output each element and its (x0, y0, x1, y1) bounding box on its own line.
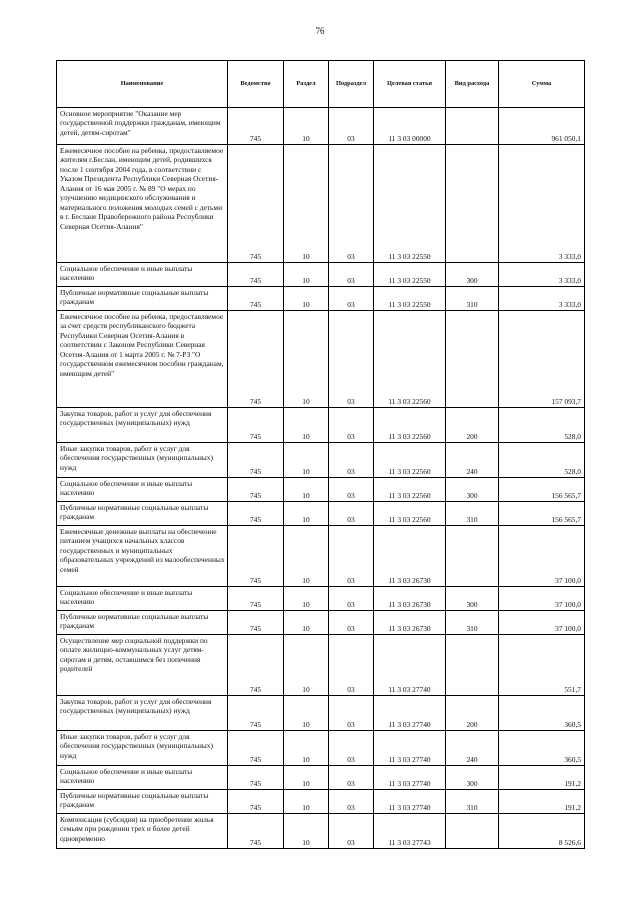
cell-subsection: 03 (329, 814, 374, 849)
table-row (57, 478, 585, 502)
table-row (57, 311, 585, 408)
cell-section: 10 (284, 526, 329, 587)
cell-article: 11 3 03 26730 (374, 526, 446, 587)
cell-dept: 745 (228, 635, 284, 696)
page-number: 76 (315, 26, 325, 36)
table-row (57, 766, 585, 790)
cell-sum: 3 333,0 (499, 287, 585, 311)
cell-section: 10 (284, 408, 329, 443)
cell-section: 10 (284, 731, 329, 766)
cell-name: Публичные нормативные социальные выплаты гражданам (57, 611, 228, 635)
cell-dept: 745 (228, 263, 284, 287)
cell-sum: 528,0 (499, 443, 585, 478)
cell-section: 10 (284, 635, 329, 696)
cell-subsection: 03 (329, 790, 374, 814)
cell-sum: 8 526,6 (499, 814, 585, 849)
cell-dept: 745 (228, 478, 284, 502)
cell-dept: 745 (228, 311, 284, 408)
cell-dept: 745 (228, 443, 284, 478)
cell-dept: 745 (228, 145, 284, 263)
cell-dept: 745 (228, 587, 284, 611)
cell-dept: 745 (228, 108, 284, 145)
cell-sum: 961 050,1 (499, 108, 585, 145)
table-row (57, 814, 585, 849)
cell-subsection: 03 (329, 108, 374, 145)
cell-expense: 300 (446, 766, 499, 790)
cell-section: 10 (284, 814, 329, 849)
cell-sum: 156 565,7 (499, 478, 585, 502)
cell-sum: 360,5 (499, 731, 585, 766)
cell-name: Закупка товаров, работ и услуг для обеспечения государственных (муниципальных) нужд (57, 408, 228, 443)
header-subsection: Подраздел (329, 61, 374, 108)
cell-subsection: 03 (329, 408, 374, 443)
cell-section: 10 (284, 502, 329, 526)
cell-section: 10 (284, 611, 329, 635)
cell-dept: 745 (228, 790, 284, 814)
cell-sum: 191,2 (499, 766, 585, 790)
cell-expense: 240 (446, 443, 499, 478)
table-row (57, 790, 585, 814)
cell-section: 10 (284, 311, 329, 408)
cell-dept: 745 (228, 696, 284, 731)
table-row (57, 443, 585, 478)
cell-dept: 745 (228, 814, 284, 849)
cell-name: Ежемесячное пособие на ребенка, предоставляемое за счет средств республиканского бюджета Республики Северная Осетия-Алания в соответствии с Законом Республики Северная Осетия-Алания от 1 марта 2005 г. № 7-РЗ "О государственном ежемесячном пособии гражданам, имеющим детей" (57, 311, 228, 408)
cell-name: Ежемесячное пособие на ребенка, предоставляемое жителям г.Беслан, имеющим детей, родившихся после 1 сентября 2004 года, в соответствии с Указом Президента Республики Северная Осетия-Алания от 16 мая 2005 г. № 89 "О мерах по улучшению медицинского обслуживания и материального положения молодых семей с детьми в г. Беслане Правобережного района Республики Северная Осетия-Алания" (57, 145, 228, 263)
cell-expense: 300 (446, 478, 499, 502)
cell-expense: 310 (446, 790, 499, 814)
cell-sum: 157 093,7 (499, 311, 585, 408)
cell-section: 10 (284, 766, 329, 790)
table-row (57, 731, 585, 766)
cell-expense (446, 311, 499, 408)
cell-expense: 200 (446, 408, 499, 443)
table-row (57, 587, 585, 611)
cell-expense: 300 (446, 587, 499, 611)
cell-section: 10 (284, 287, 329, 311)
cell-section: 10 (284, 790, 329, 814)
cell-subsection: 03 (329, 287, 374, 311)
cell-article: 11 3 03 27740 (374, 731, 446, 766)
cell-subsection: 03 (329, 502, 374, 526)
cell-name: Публичные нормативные социальные выплаты гражданам (57, 502, 228, 526)
table-row (57, 635, 585, 696)
cell-article: 11 3 03 22560 (374, 478, 446, 502)
cell-subsection: 03 (329, 611, 374, 635)
cell-sum: 37 100,0 (499, 587, 585, 611)
cell-article: 11 3 03 22550 (374, 145, 446, 263)
cell-section: 10 (284, 696, 329, 731)
cell-name: Социальное обеспечение и иные выплаты населению (57, 263, 228, 287)
cell-name: Компенсация (субсидия) на приобретение жилья семьям при рождении трех и более детей одновременно (57, 814, 228, 849)
cell-sum: 360,5 (499, 696, 585, 731)
cell-dept: 745 (228, 731, 284, 766)
header-article: Целевая статья (374, 61, 446, 108)
cell-subsection: 03 (329, 526, 374, 587)
cell-article: 11 3 03 22560 (374, 443, 446, 478)
cell-sum: 3 333,0 (499, 263, 585, 287)
table-row (57, 696, 585, 731)
cell-sum: 37 100,0 (499, 526, 585, 587)
table-header-row (57, 61, 585, 108)
cell-section: 10 (284, 108, 329, 145)
cell-name: Публичные нормативные социальные выплаты гражданам (57, 790, 228, 814)
table-row (57, 408, 585, 443)
cell-subsection: 03 (329, 587, 374, 611)
cell-article: 11 3 03 27743 (374, 814, 446, 849)
cell-subsection: 03 (329, 263, 374, 287)
cell-name: Иные закупки товаров, работ и услуг для обеспечения государственных (муниципальных) нужд (57, 731, 228, 766)
cell-expense (446, 145, 499, 263)
header-expense: Вид расхода (446, 61, 499, 108)
cell-section: 10 (284, 443, 329, 478)
cell-dept: 745 (228, 408, 284, 443)
table-row (57, 108, 585, 145)
cell-expense: 300 (446, 263, 499, 287)
cell-article: 11 3 03 22560 (374, 502, 446, 526)
cell-sum: 528,0 (499, 408, 585, 443)
cell-section: 10 (284, 478, 329, 502)
cell-expense: 240 (446, 731, 499, 766)
cell-subsection: 03 (329, 635, 374, 696)
cell-subsection: 03 (329, 766, 374, 790)
cell-expense (446, 814, 499, 849)
table-row (57, 145, 585, 263)
header-name: Наименование (57, 61, 228, 108)
cell-expense: 200 (446, 696, 499, 731)
cell-expense: 310 (446, 502, 499, 526)
cell-article: 11 3 03 27740 (374, 766, 446, 790)
cell-subsection: 03 (329, 478, 374, 502)
table-row (57, 526, 585, 587)
cell-article: 11 3 03 26730 (374, 611, 446, 635)
cell-article: 11 3 03 27740 (374, 696, 446, 731)
cell-subsection: 03 (329, 696, 374, 731)
cell-article: 11 3 03 22550 (374, 287, 446, 311)
cell-name: Социальное обеспечение и иные выплаты населению (57, 587, 228, 611)
cell-article: 11 3 03 22560 (374, 311, 446, 408)
cell-expense (446, 108, 499, 145)
cell-article: 11 3 03 26730 (374, 587, 446, 611)
cell-section: 10 (284, 145, 329, 263)
cell-dept: 745 (228, 611, 284, 635)
header-dept: Ведомство (228, 61, 284, 108)
table-row (57, 287, 585, 311)
table-row (57, 263, 585, 287)
cell-name: Ежемесячные денежные выплаты на обеспечение питанием учащихся начальных классов государственных и муниципальных образовательных учреждений из малообеспеченных семей (57, 526, 228, 587)
cell-name: Основное мероприятие "Оказание мер государственной поддержки гражданам, имеющим детей, детям-сиротам" (57, 108, 228, 145)
cell-article: 11 3 03 22560 (374, 408, 446, 443)
cell-section: 10 (284, 263, 329, 287)
header-section: Раздел (284, 61, 329, 108)
cell-name: Социальное обеспечение и иные выплаты населению (57, 766, 228, 790)
budget-table (56, 60, 585, 849)
cell-article: 11 3 03 00000 (374, 108, 446, 145)
cell-subsection: 03 (329, 145, 374, 263)
cell-sum: 3 333,0 (499, 145, 585, 263)
cell-dept: 745 (228, 502, 284, 526)
cell-name: Закупка товаров, работ и услуг для обеспечения государственных (муниципальных) нужд (57, 696, 228, 731)
cell-sum: 156 565,7 (499, 502, 585, 526)
cell-name: Социальное обеспечение и иные выплаты населению (57, 478, 228, 502)
cell-article: 11 3 03 27740 (374, 790, 446, 814)
cell-name: Публичные нормативные социальные выплаты гражданам (57, 287, 228, 311)
cell-dept: 745 (228, 526, 284, 587)
cell-sum: 551,7 (499, 635, 585, 696)
cell-subsection: 03 (329, 311, 374, 408)
cell-expense (446, 526, 499, 587)
table-row (57, 611, 585, 635)
cell-article: 11 3 03 27740 (374, 635, 446, 696)
cell-article: 11 3 03 22550 (374, 263, 446, 287)
cell-expense: 310 (446, 611, 499, 635)
cell-name: Иные закупки товаров, работ и услуг для обеспечения государственных (муниципальных) нужд (57, 443, 228, 478)
cell-name: Осуществление мер социальной поддержки по оплате жилищно-коммунальных услуг детям-сиротам и детям, оставшимся без попечения родителей (57, 635, 228, 696)
cell-expense: 310 (446, 287, 499, 311)
cell-expense (446, 635, 499, 696)
cell-subsection: 03 (329, 443, 374, 478)
table-body (57, 108, 585, 849)
header-sum: Сумма (499, 61, 585, 108)
cell-subsection: 03 (329, 731, 374, 766)
cell-section: 10 (284, 587, 329, 611)
cell-sum: 191,2 (499, 790, 585, 814)
table-row (57, 502, 585, 526)
cell-dept: 745 (228, 766, 284, 790)
cell-sum: 37 100,0 (499, 611, 585, 635)
cell-dept: 745 (228, 287, 284, 311)
